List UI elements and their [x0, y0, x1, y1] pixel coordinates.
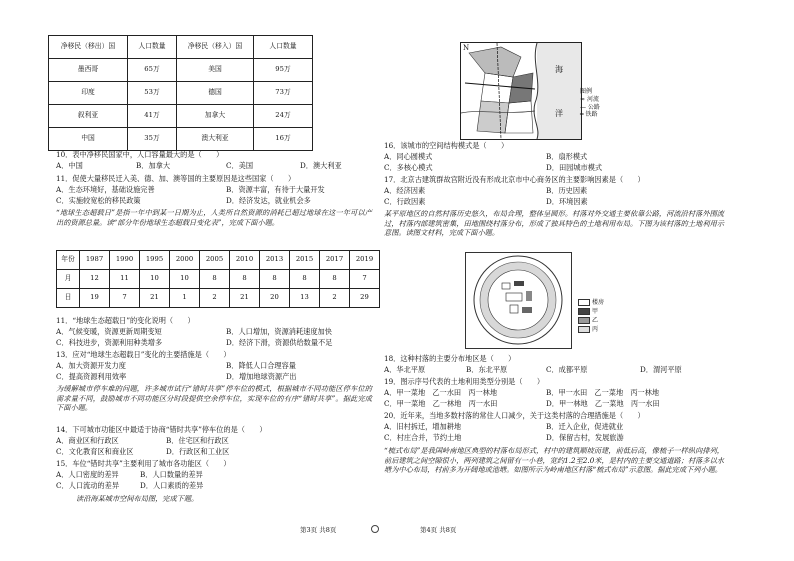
option: A．气候变暖，资源更新周期变短 [56, 327, 162, 336]
question-11a-stem: 11．促使大量移民迁入美、德、加、澳等国的主要原因是这些国家（ ） [56, 174, 296, 183]
question-14-stem: 14．下可城市功能区中最适于协商“错时共享”停车位的是（ ） [56, 425, 267, 434]
table-cell: 墨西哥 [49, 59, 128, 82]
village-map-graphic [466, 253, 571, 348]
table-cell: 美国 [177, 59, 254, 82]
option: C．提高资源利用效率 [56, 372, 127, 381]
table-cell: 2 [320, 289, 350, 308]
table-cell: 73万 [254, 82, 313, 105]
option: A．生态环境好，基础设施完善 [56, 185, 155, 194]
question-18-stem: 18．这种村落的主要分布地区是（ ） [384, 354, 516, 363]
table-cell: 2019 [350, 251, 380, 270]
river-icon: ≈ [580, 95, 586, 103]
table-cell: 2000 [170, 251, 200, 270]
land-a-swatch-icon [578, 308, 590, 315]
option: A．旧村拆迁，增加耕地 [384, 422, 462, 431]
building-swatch-icon [578, 299, 590, 306]
table-cell: 8 [290, 270, 320, 289]
railway-icon: ═ [580, 111, 584, 119]
table-cell: 澳大利亚 [177, 128, 254, 151]
question-11b-stem: 11．“地球生态超载日”的变化说明（ ） [56, 316, 195, 325]
option: C．美国 [226, 161, 254, 170]
table-cell: 7 [350, 270, 380, 289]
table-cell: 65万 [128, 59, 177, 82]
table-cell: 21 [140, 289, 170, 308]
table-cell: 12 [80, 270, 110, 289]
table-header: 人口数量 [254, 36, 313, 59]
village-land-use-map [465, 252, 572, 349]
option: A．中国 [56, 161, 83, 170]
option: D．澳大利亚 [300, 161, 342, 170]
table-cell: 2005 [200, 251, 230, 270]
option: B．人口增加，资源消耗速度加快 [226, 327, 332, 336]
migration-table [48, 35, 313, 151]
option: A．甲一菜地 乙一水田 丙一林地 [384, 388, 498, 397]
option: B．住宅区和行政区 [166, 436, 229, 445]
table-cell: 41万 [128, 105, 177, 128]
option: D．经济下滑，资源供给数量不足 [226, 338, 333, 347]
table-cell: 2 [200, 289, 230, 308]
table-cell: 8 [320, 270, 350, 289]
table-cell: 印度 [49, 82, 128, 105]
overshoot-intro: “地球生态超载日”是指一年中到某一日期为止，人类所自然资源的消耗已超过地球在这一年可以产出的资源总量。读“部分年份地球生态超载日变化表”，完成下面小题。 [56, 208, 372, 227]
binding-hole-icon [371, 525, 379, 533]
option: D．渭河平原 [640, 365, 682, 374]
option: B．迁入企业，促进就业 [546, 422, 624, 431]
land-c-swatch-icon [578, 326, 590, 333]
option: C．甲一菜地 乙一林地 丙一水田 [384, 399, 498, 408]
option: A．华北平原 [384, 365, 426, 374]
legend-item: 甲 [592, 308, 599, 315]
table-cell: 8 [200, 270, 230, 289]
legend-item: 丙 [592, 326, 599, 333]
table-cell: 29 [350, 289, 380, 308]
option: C．文化教育区和商业区 [56, 447, 134, 456]
table-cell: 加拿大 [177, 105, 254, 128]
option: C．多核心模式 [384, 163, 433, 172]
table-cell: 1 [170, 289, 200, 308]
table-cell: 2015 [290, 251, 320, 270]
table-cell: 2017 [320, 251, 350, 270]
legend-title: 图例 [580, 88, 593, 95]
legend-item: 公路 [587, 103, 600, 111]
option: D．行政区和工业区 [166, 447, 230, 456]
option: D．环境因素 [546, 197, 588, 206]
table-cell: 8 [260, 270, 290, 289]
table-cell: 20 [260, 289, 290, 308]
option: C．行政因素 [384, 197, 426, 206]
legend-item: 铁路 [585, 111, 598, 119]
option: D．经济发达，就业机会多 [226, 196, 311, 205]
option: A．经济因素 [384, 186, 426, 195]
row-label: 日 [57, 289, 80, 308]
table-cell: 1990 [110, 251, 140, 270]
table-cell: 24万 [254, 105, 313, 128]
option: A．加大资源开发力度 [56, 361, 126, 370]
table-cell: 8 [230, 270, 260, 289]
table-cell: 2010 [230, 251, 260, 270]
question-16-stem: 16．该城市的空间结构模式是（ ） [384, 141, 509, 150]
table-header: 净移民（移入）国 [177, 36, 254, 59]
table-cell: 21 [230, 289, 260, 308]
table-cell: 11 [110, 270, 140, 289]
option: D．保留古村，发展旅游 [546, 433, 624, 442]
question-10-stem: 10．表中净移民国家中，人口容量最大的是（ ） [56, 150, 224, 159]
table-header: 人口数量 [128, 36, 177, 59]
north-arrow: N [463, 44, 470, 52]
question-17-stem: 17．北京古建筑群故宫附近没有形成北京市中心商务区的主要影响因素是（ ） [384, 175, 645, 184]
option: B．东北平原 [466, 365, 508, 374]
legend-item: 楼房 [592, 299, 605, 306]
map-intro: 读沿海某城市空间布局图，完成下题。 [76, 494, 199, 503]
option: A．商业区和行政区 [56, 436, 119, 445]
legend-item: 河流 [586, 95, 599, 103]
option: D．增加地球资源产出 [226, 372, 297, 381]
overshoot-table [56, 250, 380, 308]
row-label: 年份 [57, 251, 80, 270]
table-cell: 10 [140, 270, 170, 289]
option: C．人口流动的差异 [56, 481, 120, 490]
option: B．加拿大 [136, 161, 171, 170]
city-map-graphic [461, 43, 581, 139]
table-cell: 1995 [140, 251, 170, 270]
option: D．人口素质的差异 [140, 481, 204, 490]
comb-layout-intro: “梳式布局”是我国岭南地区典型的村落布局形式，村中的建筑顺坡而建，前低后高，像梳子一样纵向排列，前后建筑之间空隙很小，两列建筑之间留有一小巷，宽约1.2至2.0米，是村内的主要交通道路；村落多以水塘为中心布局，村前多为开阔地或池塘。如图所示为岭南地区村落“梳式布局”示意图。据此完成下列小题。 [384, 446, 724, 475]
parking-intro: 为缓解城市停车难的问题，许多城市试行“错时共享”停车位的模式，根据城市不同功能区停车位的需求量不同，鼓励城市不同功能区分时段提供空余停车位，实现车位的有序“错时共享”。据此完成下面小题。 [56, 384, 372, 413]
legend-item: 乙 [592, 317, 599, 324]
table-cell: 7 [110, 289, 140, 308]
option: C．科技进步，资源利用种类增多 [56, 338, 163, 347]
table-cell: 16万 [254, 128, 313, 151]
table-cell: 53万 [128, 82, 177, 105]
option: B．扇形模式 [546, 152, 588, 161]
option: B．历史因素 [546, 186, 588, 195]
table-cell: 2013 [260, 251, 290, 270]
page-number-left: 第3页 共8页 [300, 526, 337, 534]
sea-label: 海 [555, 65, 563, 74]
option: C．实施较宽松的移民政策 [56, 196, 141, 205]
table-cell: 中国 [49, 128, 128, 151]
question-20-stem: 20．近年来，当地多数村落的常住人口减少，关于这类村落的合理措施是（ ） [384, 411, 645, 420]
table-header: 净移民（移出）国 [49, 36, 128, 59]
city-map-legend [580, 88, 600, 119]
road-icon: — [580, 103, 586, 111]
option: B．人口数量的差异 [140, 470, 203, 479]
city-layout-map [460, 42, 582, 140]
option: A．同心圆模式 [384, 152, 433, 161]
option: B．降低人口合理容量 [226, 361, 296, 370]
table-cell: 19 [80, 289, 110, 308]
table-cell: 35万 [128, 128, 177, 151]
village-map-legend [578, 298, 604, 334]
question-13-stem: 13．应对“地球生态超载日”变化的主要措施是（ ） [56, 350, 231, 359]
row-label: 月 [57, 270, 80, 289]
option: D．田园城市模式 [546, 163, 603, 172]
option: D．甲一林地 乙一菜地 丙一水田 [546, 399, 660, 408]
table-cell: 95万 [254, 59, 313, 82]
option: C．村庄合并，节约土地 [384, 433, 462, 442]
question-19-stem: 19．图示序号代表的土地利用类型分别是（ ） [384, 377, 545, 386]
option: A．人口密度的差异 [56, 470, 119, 479]
land-b-swatch-icon [578, 317, 590, 324]
table-cell: 10 [170, 270, 200, 289]
table-cell: 叙利亚 [49, 105, 128, 128]
village-intro: 某平原地区的自然村落历史悠久，布局合理，整体呈圆形。村落对外交通主要依靠公路，河流沿村落外围流过，村落内部建筑密集，田地围绕村落分布，形成了独具特色的土地利用布局。下图为该村落的土地利用示意图。读图文材料，完成下面小题。 [384, 209, 724, 238]
question-15-stem: 15．车位“错时共享”主要利用了城市各功能区（ ） [56, 459, 231, 468]
table-cell: 1987 [80, 251, 110, 270]
sea-label: 洋 [555, 109, 563, 118]
option: B．甲一水田 乙一菜地 丙一林地 [546, 388, 660, 397]
page-number-right: 第4页 共8页 [420, 526, 457, 534]
table-cell: 德国 [177, 82, 254, 105]
option: C．成都平原 [546, 365, 588, 374]
option: B．资源丰富，有待于大量开发 [226, 185, 325, 194]
table-cell: 13 [290, 289, 320, 308]
